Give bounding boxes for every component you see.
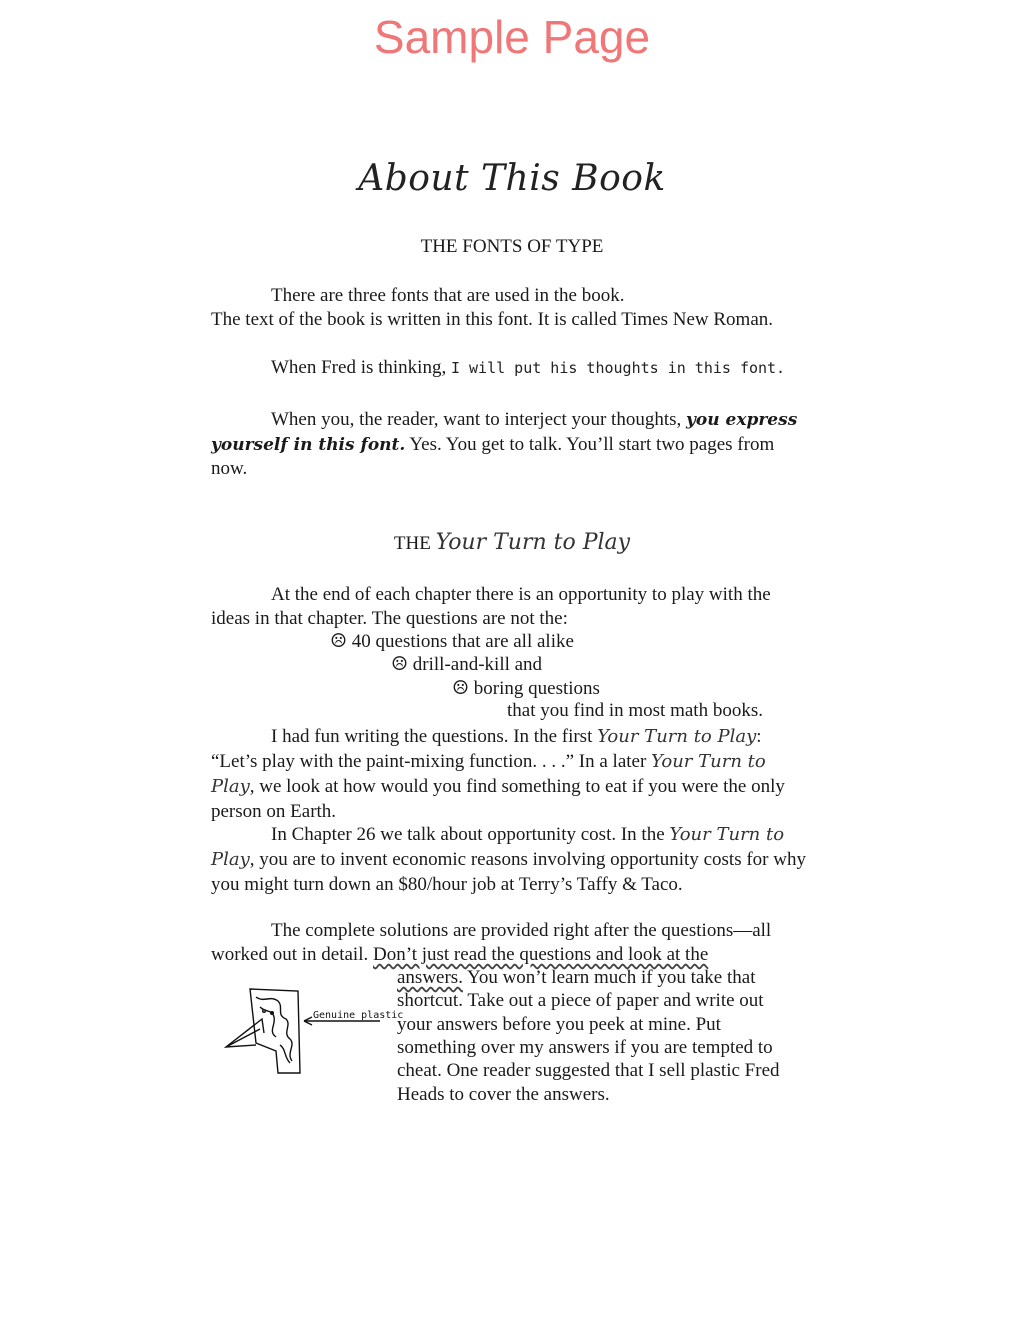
solutions-line-2 — [211, 944, 708, 966]
fonts-p3-text: When you, the reader, want to interject your thoughts, — [271, 409, 687, 430]
play-p2-text-a: I had fun writing the questions. In the first — [271, 726, 598, 747]
play-p2-script-2: Your Turn to Play — [211, 751, 766, 797]
fonts-paragraph-2 — [211, 356, 811, 381]
play-heading-script: Your Turn to Play — [435, 530, 631, 555]
fonts-paragraph-1 — [211, 284, 811, 331]
bullet-3: ☹ boring questions — [452, 678, 600, 699]
warning-underlined-1: Don’t just read the questions and look at the — [373, 944, 709, 965]
fred-thinking-font-sample: I will put his thoughts in this font. — [450, 359, 786, 377]
fonts-p2-text: When Fred is thinking, — [271, 357, 451, 378]
play-paragraph-1 — [211, 583, 811, 630]
play-p3-script: Your Turn to Play — [211, 824, 785, 870]
play-paragraph-3 — [211, 822, 811, 897]
solutions-line-8: Heads to cover the answers. — [397, 1084, 610, 1105]
fonts-heading: THE FONTS OF TYPE — [420, 236, 604, 257]
solutions-line-4: shortcut. Take out a piece of paper and write out — [397, 990, 764, 1011]
page-title: About This Book — [358, 158, 666, 199]
solutions-line-6: something over my answers if you are tempted to — [397, 1037, 773, 1058]
bullet-1: ☹ 40 questions that are all alike — [330, 631, 574, 652]
sample-page-banner: Sample Page — [373, 11, 651, 63]
solutions-line-3 — [397, 967, 755, 989]
bullet-tail: that you find in most math books. — [507, 700, 763, 721]
solutions-line-1-text: The complete solutions are provided right after the questions—all — [271, 920, 772, 941]
solutions-line-3-text: You won’t learn much if you take that — [462, 967, 756, 988]
play-heading-prefix: THE — [393, 533, 436, 554]
solutions-line-1 — [211, 920, 771, 942]
play-p2-text-c: : “Let’s play with the paint-mixing function. . . .” In a later — [211, 726, 762, 772]
play-paragraph-2 — [211, 724, 811, 824]
fonts-paragraph-3 — [211, 408, 811, 481]
play-p3-text-c: , you are to invent economic reasons involving opportunity costs for why you might turn down an $80/hour job at Terry’s Taffy & Taco. — [211, 849, 806, 895]
play-p2-text-e: , we look at how would you find something to eat if you were the only person on Earth. — [211, 776, 785, 822]
warning-underlined-2: answers. — [397, 967, 463, 988]
play-heading — [0, 530, 1024, 555]
figure-label: Genuine plastic — [313, 1010, 404, 1021]
solutions-line-7: cheat. One reader suggested that I sell plastic Fred — [397, 1060, 780, 1081]
play-p1-text: At the end of each chapter there is an opportunity to play with the ideas in that chapter. The questions are not the: — [211, 584, 771, 629]
play-p2-script-1: Your Turn to Play — [597, 726, 757, 747]
reader-font-sample: you express yourself in this font. — [211, 410, 798, 455]
play-p3-text-a: In Chapter 26 we talk about opportunity cost. In the — [271, 824, 670, 845]
solutions-line-5: your answers before you peek at mine. Put — [397, 1014, 721, 1035]
fonts-p1-line1: There are three fonts that are used in the book. — [271, 285, 625, 306]
fred-head-illustration — [220, 985, 390, 1080]
fonts-p1-line2: The text of the book is written in this font. It is called Times New Roman. — [211, 308, 774, 330]
solutions-line-2-text: worked out in detail. — [211, 944, 373, 965]
fonts-p3-tail: Yes. You get to talk. You’ll start two pages from now. — [211, 433, 775, 479]
bullet-2: ☹ drill-and-kill and — [391, 654, 543, 675]
